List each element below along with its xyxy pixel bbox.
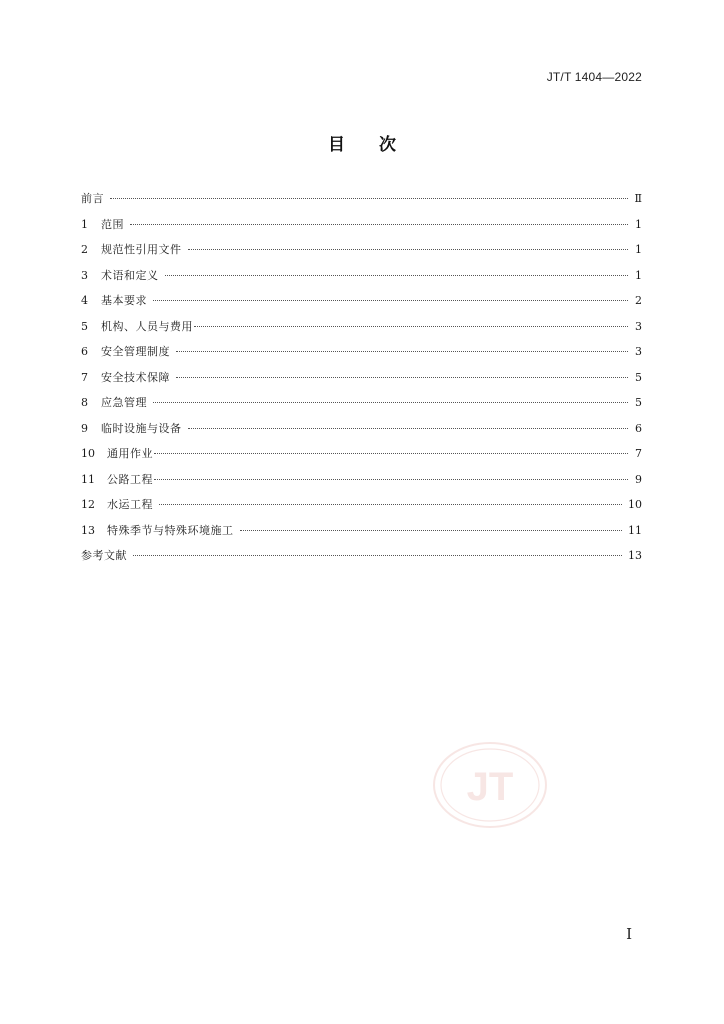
watermark-text: JT bbox=[466, 765, 514, 809]
toc-page: 6 bbox=[635, 421, 642, 435]
toc-number: 6 bbox=[81, 345, 88, 358]
page-title: 目次 bbox=[328, 135, 430, 155]
standard-code: JT/T 1404—2022 bbox=[546, 70, 642, 84]
toc-entry-references[interactable] bbox=[81, 543, 642, 569]
toc-page: 5 bbox=[635, 370, 642, 384]
toc-number: 8 bbox=[81, 396, 88, 409]
toc-entry-9[interactable] bbox=[81, 416, 642, 442]
toc-leader-dots bbox=[130, 224, 628, 225]
toc-label: 临时设施与设备 bbox=[101, 421, 182, 435]
toc-page: 2 bbox=[635, 294, 642, 307]
toc-entry-13[interactable] bbox=[81, 518, 642, 544]
toc-page: 3 bbox=[635, 345, 642, 358]
toc-label: 参考文献 bbox=[81, 549, 127, 562]
toc-entry-12[interactable] bbox=[81, 492, 642, 518]
toc-leader-dots bbox=[188, 249, 629, 250]
toc-entry-3[interactable] bbox=[81, 263, 642, 289]
toc-entry-6[interactable] bbox=[81, 339, 642, 365]
toc-label: 前言 bbox=[81, 192, 104, 205]
toc-entry-5[interactable] bbox=[81, 314, 642, 340]
toc-page: 3 bbox=[635, 319, 642, 333]
page-number: I bbox=[626, 925, 632, 943]
toc-page: 7 bbox=[635, 447, 642, 460]
toc-label: 术语和定义 bbox=[101, 268, 159, 282]
toc-page: 9 bbox=[635, 472, 642, 486]
toc-entry-11[interactable] bbox=[81, 467, 642, 493]
toc-page: 5 bbox=[635, 396, 642, 409]
toc-leader-dots bbox=[188, 428, 629, 429]
toc-label: 基本要求 bbox=[101, 294, 147, 307]
toc-number: 4 bbox=[81, 294, 88, 307]
toc-number: 9 bbox=[81, 421, 88, 435]
toc-leader-dots bbox=[159, 504, 622, 505]
toc-leader-dots bbox=[194, 326, 628, 327]
toc-entry-foreword[interactable] bbox=[81, 186, 642, 212]
toc-entry-2[interactable] bbox=[81, 237, 642, 263]
toc-label: 通用作业 bbox=[107, 447, 153, 460]
toc-leader-dots bbox=[240, 530, 623, 531]
toc-number: 10 bbox=[81, 447, 95, 460]
table-of-contents bbox=[81, 186, 642, 569]
toc-number: 13 bbox=[81, 523, 95, 537]
toc-label: 公路工程 bbox=[107, 472, 153, 486]
jt-watermark-logo bbox=[431, 740, 549, 830]
toc-leader-dots bbox=[153, 300, 628, 301]
toc-number: 2 bbox=[81, 243, 88, 256]
toc-label: 安全技术保障 bbox=[101, 370, 170, 384]
toc-entry-8[interactable] bbox=[81, 390, 642, 416]
toc-number: 3 bbox=[81, 268, 88, 282]
toc-page: 13 bbox=[628, 549, 642, 562]
toc-label: 安全管理制度 bbox=[101, 345, 170, 358]
toc-page: 11 bbox=[628, 523, 642, 537]
toc-page: 1 bbox=[635, 268, 642, 282]
toc-leader-dots bbox=[176, 377, 628, 378]
toc-entry-4[interactable] bbox=[81, 288, 642, 314]
toc-leader-dots bbox=[154, 479, 628, 480]
toc-entry-7[interactable] bbox=[81, 365, 642, 391]
toc-number: 11 bbox=[81, 472, 95, 486]
toc-entry-10[interactable] bbox=[81, 441, 642, 467]
toc-number: 1 bbox=[81, 217, 88, 231]
toc-label: 机构、人员与费用 bbox=[101, 319, 193, 333]
toc-leader-dots bbox=[133, 555, 622, 556]
toc-number: 7 bbox=[81, 370, 88, 384]
toc-page: 1 bbox=[635, 217, 642, 231]
toc-number: 5 bbox=[81, 319, 88, 333]
toc-leader-dots bbox=[154, 453, 628, 454]
toc-label: 范围 bbox=[101, 217, 124, 231]
toc-leader-dots bbox=[165, 275, 629, 276]
toc-leader-dots bbox=[176, 351, 628, 352]
toc-number: 12 bbox=[81, 498, 95, 511]
toc-page: 1 bbox=[635, 243, 642, 256]
toc-label: 规范性引用文件 bbox=[101, 243, 182, 256]
toc-entry-1[interactable] bbox=[81, 212, 642, 238]
toc-page: Ⅱ bbox=[634, 192, 642, 205]
toc-label: 水运工程 bbox=[107, 498, 153, 511]
toc-label: 特殊季节与特殊环境施工 bbox=[107, 523, 234, 537]
toc-page: 10 bbox=[628, 498, 642, 511]
toc-leader-dots bbox=[153, 402, 628, 403]
toc-leader-dots bbox=[110, 198, 628, 199]
toc-label: 应急管理 bbox=[101, 396, 147, 409]
